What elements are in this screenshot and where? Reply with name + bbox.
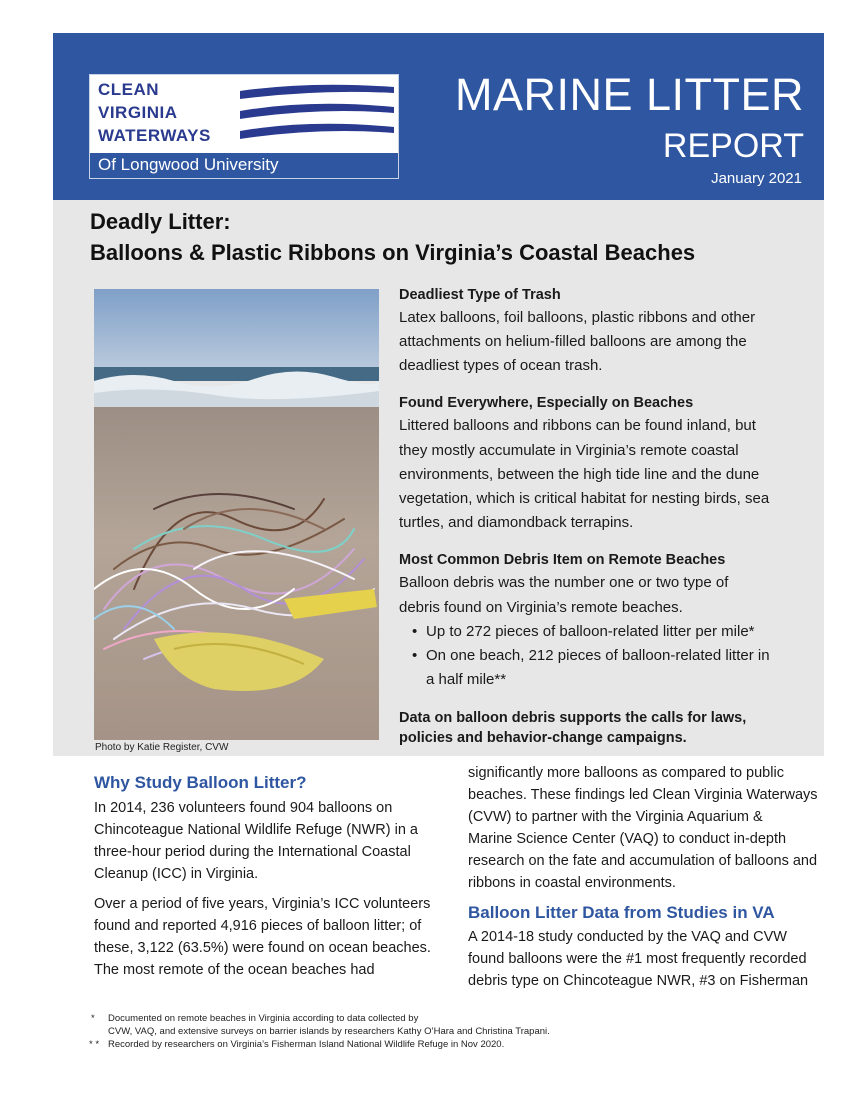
why-p1-line: Cleanup (ICC) in Virginia. — [94, 866, 259, 882]
everywhere-line: turtles, and diamondback terrapins. — [399, 514, 634, 531]
why-p1-line: three-hour period during the International Coastal — [94, 844, 411, 860]
logo-wave-stripes — [240, 81, 394, 147]
footnote-2: Recorded by researchers on Virginia’s Fisherman Island National Wildlife Refuge in Nov 2020. — [108, 1039, 505, 1050]
footnote-1: Documented on remote beaches in Virginia according to data collected by — [108, 1013, 419, 1024]
report-header — [53, 33, 824, 200]
logo-subtitle: Of Longwood University — [98, 155, 279, 174]
deadliest-line: attachments on helium-filled balloons are among the — [399, 333, 747, 350]
right-p1-line: significantly more balloons as compared to public — [468, 765, 784, 781]
right-p2-line: found balloons were the #1 most frequently recorded — [468, 951, 807, 967]
photo-caption: Photo by Katie Register, CVW — [95, 742, 229, 753]
report-subtitle: REPORT — [662, 127, 804, 165]
right-p1-line: ribbons in coastal environments. — [468, 875, 676, 891]
bullet-dot: • — [412, 623, 418, 640]
cvw-logo — [89, 74, 399, 179]
why-p1-line: Chincoteague National Wildlife Refuge (NWR) in a — [94, 822, 418, 838]
why-p2-line: The most remote of the ocean beaches had — [94, 962, 375, 978]
common-heading: Most Common Debris Item on Remote Beaches — [399, 552, 726, 568]
deadliest-line: Latex balloons, foil balloons, plastic ribbons and other — [399, 309, 756, 326]
beach-balloon-photo — [94, 289, 379, 740]
footnote-mark: * * — [89, 1039, 100, 1050]
everywhere-heading: Found Everywhere, Especially on Beaches — [399, 395, 694, 411]
common-line: Balloon debris was the number one or two type of — [399, 574, 729, 591]
footnote-mark: * — [91, 1013, 95, 1024]
bullet-dot: • — [412, 647, 418, 664]
why-study-heading: Why Study Balloon Litter? — [94, 773, 307, 792]
right-p1-line: research on the fate and accumulation of balloons and — [468, 853, 818, 869]
callout-line: policies and behavior-change campaigns. — [399, 730, 687, 746]
common-line: debris found on Virginia’s remote beaches. — [399, 599, 683, 616]
bullet-item: Up to 272 pieces of balloon-related litter per mile* — [426, 623, 755, 640]
report-title: MARINE LITTER — [454, 69, 804, 120]
footnote-1-cont: CVW, VAQ, and extensive surveys on barrier islands by researchers Kathy O’Hara and Christina Trapani. — [108, 1026, 550, 1037]
article-title-line1: Deadly Litter: — [90, 209, 231, 234]
deadliest-heading: Deadliest Type of Trash — [399, 287, 561, 303]
logo-word-waterways: WATERWAYS — [98, 126, 211, 145]
bullet-item: On one beach, 212 pieces of balloon-related litter in — [426, 647, 770, 664]
right-p2-line: debris type on Chincoteague NWR, #3 on Fisherman — [468, 973, 809, 989]
right-p1-line: beaches. These findings led Clean Virginia Waterways — [468, 787, 818, 803]
why-p2-line: found and reported 4,916 pieces of balloon litter; of — [94, 918, 422, 934]
everywhere-line: they mostly accumulate in Virginia’s remote coastal — [399, 442, 739, 459]
why-p2-line: Over a period of five years, Virginia’s ICC volunteers — [94, 896, 431, 912]
balloon-data-heading: Balloon Litter Data from Studies in VA — [468, 903, 775, 922]
logo-word-virginia: VIRGINIA — [98, 103, 178, 122]
right-p1-line: (CVW) to partner with the Virginia Aquarium & — [468, 809, 763, 825]
why-p2-line: these, 3,122 (63.5%) were found on ocean beaches. — [94, 940, 431, 956]
logo-word-clean: CLEAN — [98, 80, 160, 99]
bullet-item-continued: a half mile** — [426, 671, 507, 688]
deadliest-line: deadliest types of ocean trash. — [399, 357, 603, 374]
report-date: January 2021 — [711, 170, 802, 187]
right-p1-line: Marine Science Center (VAQ) to conduct in-depth — [468, 831, 787, 847]
everywhere-line: vegetation, which is critical habitat for nesting birds, sea — [399, 490, 770, 507]
everywhere-line: environments, between the high tide line and the dune — [399, 466, 760, 483]
callout-line: Data on balloon debris supports the calls for laws, — [399, 710, 747, 726]
right-p2-line: A 2014-18 study conducted by the VAQ and CVW — [468, 929, 787, 945]
article-title-line2: Balloons & Plastic Ribbons on Virginia’s Coastal Beaches — [90, 240, 696, 265]
everywhere-line: Littered balloons and ribbons can be found inland, but — [399, 417, 756, 434]
why-p1-line: In 2014, 236 volunteers found 904 balloons on — [94, 800, 393, 816]
